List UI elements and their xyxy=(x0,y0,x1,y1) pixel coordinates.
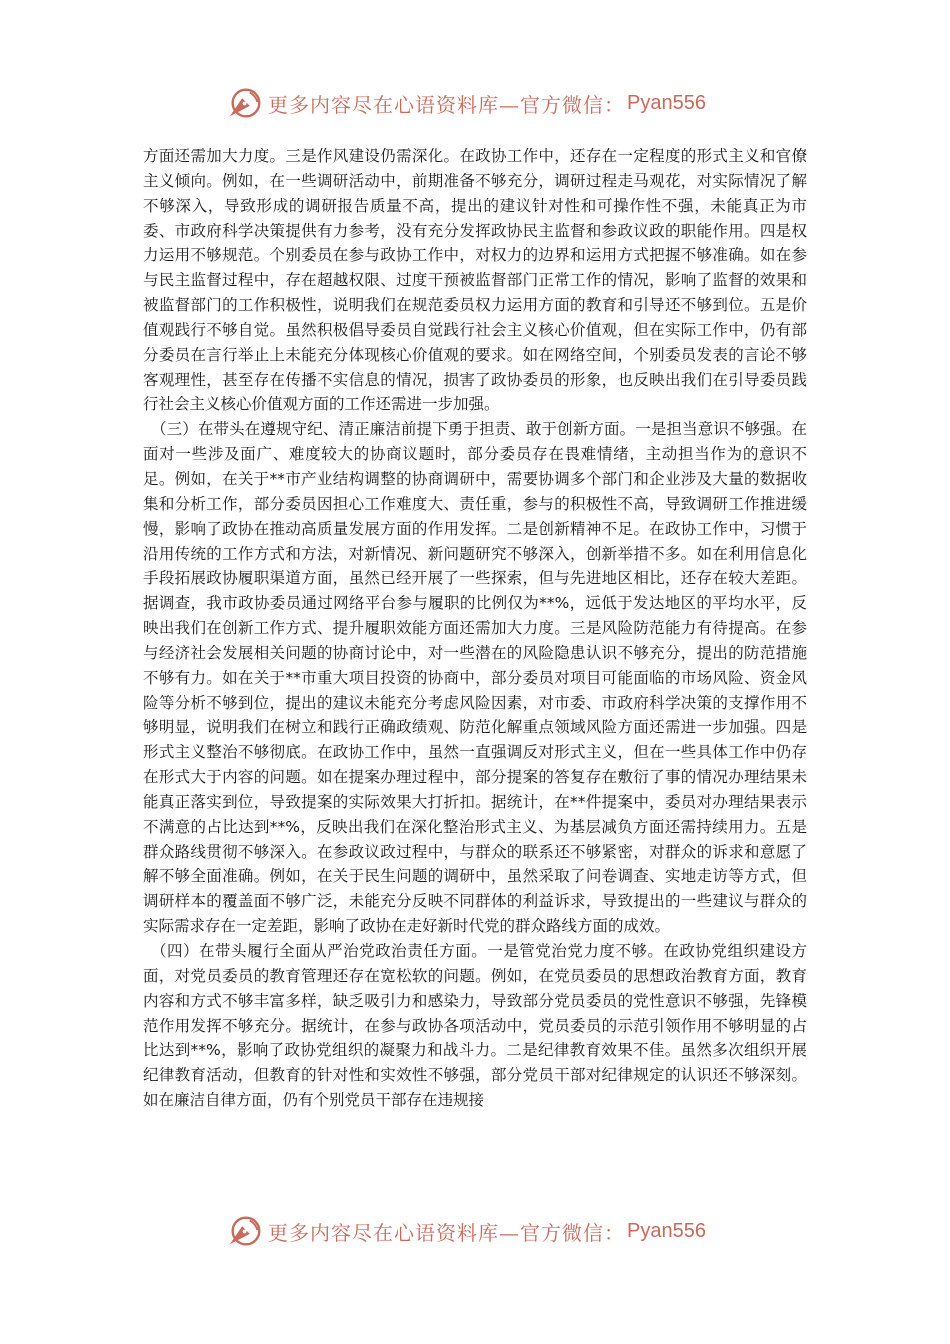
header-watermark-text: 更多内容尽在心语资料库—官方微信： xyxy=(268,92,625,117)
pen-nib-logo-icon xyxy=(226,84,264,122)
pen-nib-logo-icon xyxy=(226,1212,264,1250)
paragraph-2: （三）在带头在遵规守纪、清正廉洁前提下勇于担责、敢于创新方面。一是担当意识不够强。在面对一些涉及面广、难度较大的协商议题时，部分委员存在畏难情绪，主动担当作为的意识不足。例如，在关于**市产业结构调整的协商调研中，需要协调多个部门和企业涉及大量的数据收集和分析工作，部分委员因担心工作难度大、责任重，参与的积极性不高，导致调研工作推进缓慢，影响了政协在推动高质量发展方面的作用发挥。二是创新精神不足。在政协工作中，习惯于沿用传统的工作方式和方法，对新情况、新问题研究不够深入，创新举措不多。如在利用信息化手段拓展政协履职渠道方面，虽然已经开展了一些探索，但与先进地区相比，还存在较大差距。据调查，我市政协委员通过网络平台参与履职的比例仅为**%，远低于发达地区的平均水平，反映出我们在创新工作方式、提升履职效能方面还需加大力度。三是风险防范能力有待提高。在参与经济社会发展相关问题的协商讨论中，对一些潜在的风险隐患认识不够充分，提出的防范措施不够有力。如在关于**市重大项目投资的协商中，部分委员对项目可能面临的市场风险、资金风险等分析不够到位，提出的建议未能充分考虑风险因素，对市委、市政府科学决策的支撑作用不够明显，说明我们在树立和践行正确政绩观、防范化解重点领域风险方面还需进一步加强。四是形式主义整治不够彻底。在政协工作中，虽然一直强调反对形式主义，但在一些具体工作中仍存在形式大于内容的问题。如在提案办理过程中，部分提案的答复存在敷衍了事的情况办理结果未能真正落实到位，导致提案的实际效果大打折扣。据统计，在**件提案中，委员对办理结果表示不满意的占比达到**%，反映出我们在深化整治形式主义、为基层减负方面还需持续用力。五是群众路线贯彻不够深入。在参政议政过程中，与群众的联系还不够紧密，对群众的诉求和意愿了解不够全面准确。例如，在关于民生问题的调研中，虽然采取了问卷调查、实地走访等方式，但调研样本的覆盖面不够广泛，未能充分反映不同群体的利益诉求，导致提出的一些建议与群众的实际需求存在一定差距，影响了政协在走好新时代党的群众路线方面的成效。 xyxy=(143,420,807,936)
footer-watermark-text: 更多内容尽在心语资料库—官方微信： xyxy=(268,1220,625,1245)
paragraph-1: 方面还需加大力度。三是作风建设仍需深化。在政协工作中，还存在一定程度的形式主义和官僚主义倾向。例如，在一些调研活动中，前期准备不够充分，调研过程走马观花，对实际情况了解不够深入，导致形成的调研报告质量不高，提出的建议针对性和可操作性不强，未能真正为市委、市政府科学决策提供有力参考，没有充分发挥政协民主监督和参政议政的职能作用。四是权力运用不够规范。个别委员在参与政协工作中，对权力的边界和运用方式把握不够准确。如在参与民主监督过程中，存在超越权限、过度干预被监督部门正常工作的情况，影响了监督的效果和被监督部门的工作积极性，说明我们在规范委员权力运用方面的教育和引导还不够到位。五是价值观践行不够自觉。虽然积极倡导委员自觉践行社会主义核心价值观，但在实际工作中，仍有部分委员在言行举止上未能充分体现核心价值观的要求。如在网络空间，个别委员发表的言论不够客观理性，甚至存在传播不实信息的情况，损害了政协委员的形象，也反映出我们在引导委员践行社会主义核心价值观方面的工作还需进一步加强。 xyxy=(143,147,807,414)
document-body xyxy=(143,144,807,1184)
footer-wechat-id: Pyan556 xyxy=(627,1219,706,1242)
header-watermark xyxy=(226,83,746,123)
header-wechat-id: Pyan556 xyxy=(627,91,706,114)
paragraph-3: （四）在带头履行全面从严治党政治责任方面。一是管党治党力度不够。在政协党组织建设方面，对党员委员的教育管理还存在宽松软的问题。例如，在党员委员的思想政治教育方面，教育内容和方式不够丰富多样，缺乏吸引力和感染力，导致部分党员委员的党性意识不够强，先锋模范作用发挥不够充分。据统计，在参与政协各项活动中，党员委员的示范引领作用不够明显的占比达到**%，影响了政协党组织的凝聚力和战斗力。二是纪律教育效果不佳。虽然多次组织开展纪律教育活动，但教育的针对性和实效性不够强，部分党员干部对纪律规定的认识还不够深刻。如在廉洁自律方面，仍有个别党员干部存在违规接 xyxy=(143,942,807,1110)
footer-watermark xyxy=(226,1211,746,1251)
